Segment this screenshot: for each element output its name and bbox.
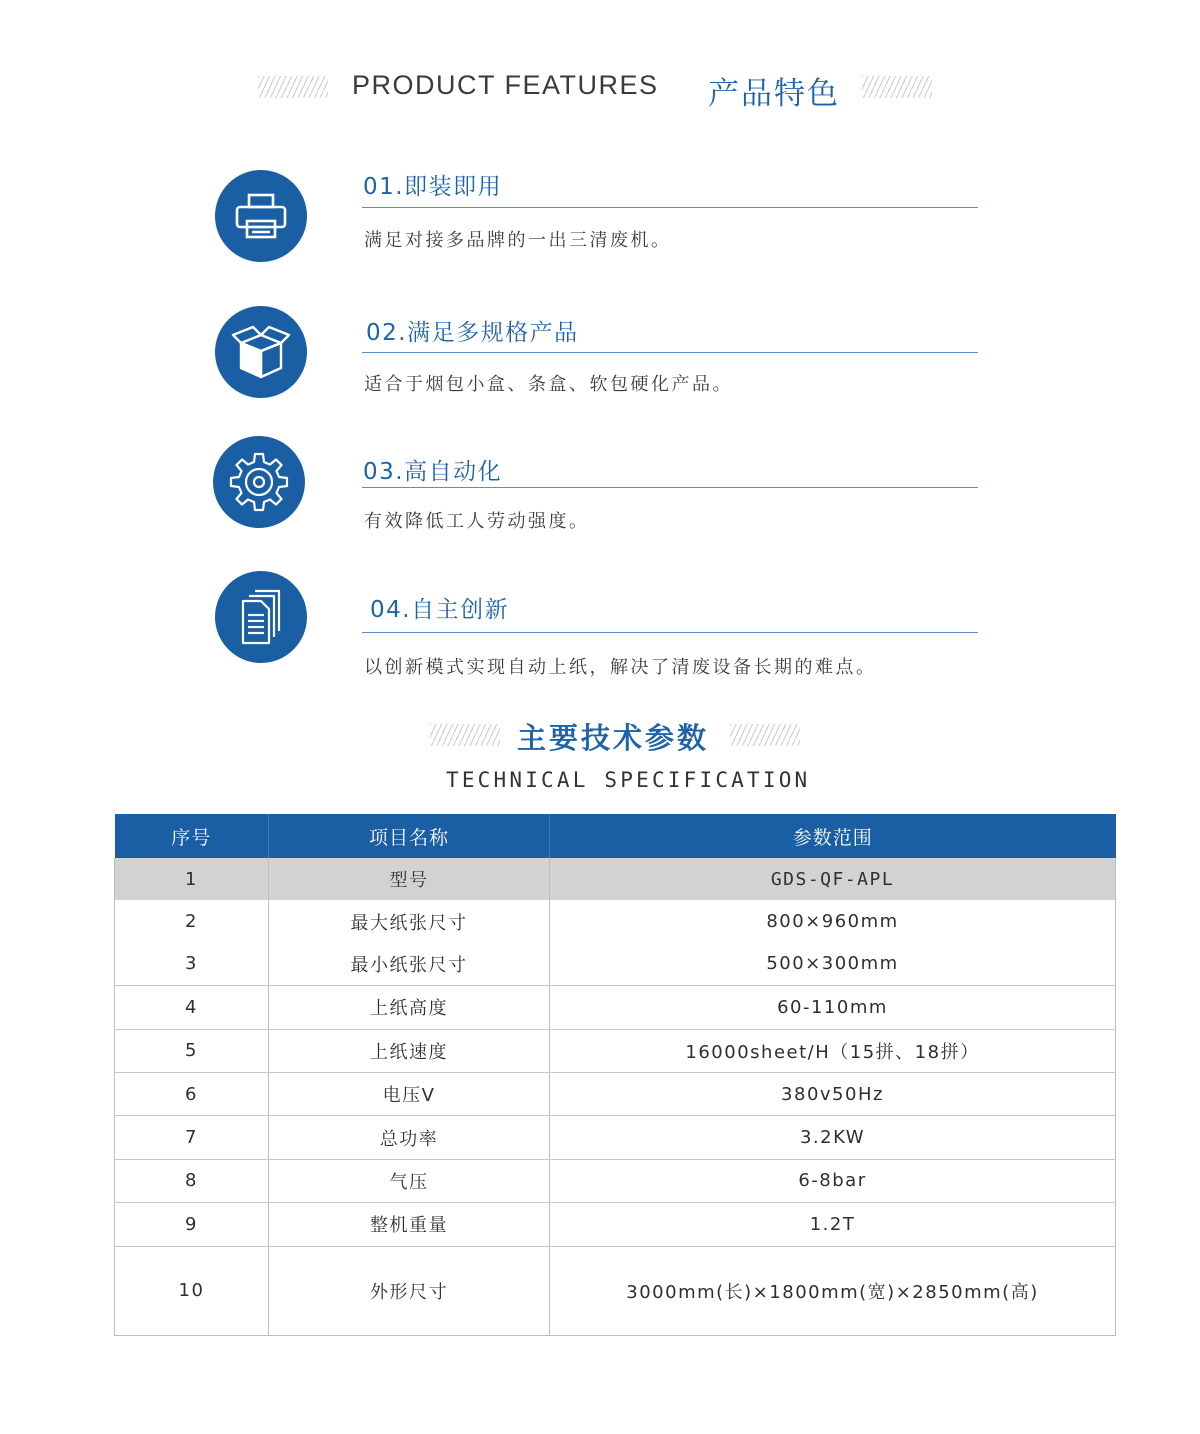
feature-divider-1 <box>362 207 978 208</box>
cell-name: 气压 <box>269 1159 550 1202</box>
cell-name: 型号 <box>269 858 550 900</box>
cell-name: 上纸高度 <box>269 986 550 1029</box>
feature-desc-1: 满足对接多品牌的一出三清废机。 <box>364 230 672 251</box>
col-header-no: 序号 <box>115 814 269 858</box>
feature-desc-4: 以创新模式实现自动上纸，解决了清废设备长期的难点。 <box>364 657 877 678</box>
feature-title-1: 01.即装即用 <box>363 174 503 200</box>
cell-no: 10 <box>115 1246 269 1335</box>
decor-hatch-right <box>862 76 932 98</box>
table-row <box>115 900 1116 942</box>
cell-no: 2 <box>115 900 269 942</box>
table-row <box>115 1029 1116 1072</box>
feature-desc-3: 有效降低工人劳动强度。 <box>364 511 590 532</box>
cell-no: 5 <box>115 1029 269 1072</box>
col-header-name: 项目名称 <box>269 814 550 858</box>
box-icon <box>215 306 307 398</box>
feature-title-3: 03.高自动化 <box>363 459 503 485</box>
decor-hatch-left <box>258 76 328 98</box>
spec-table <box>114 814 1116 1336</box>
cell-name: 总功率 <box>269 1116 550 1159</box>
decor-hatch-left-2 <box>430 724 500 746</box>
gear-icon <box>213 436 305 528</box>
cell-name: 整机重量 <box>269 1203 550 1246</box>
cell-value: 1.2T <box>550 1203 1116 1246</box>
document-icon <box>215 571 307 663</box>
table-row <box>115 1159 1116 1202</box>
spec-title-en: TECHNICAL SPECIFICATION <box>446 768 811 792</box>
cell-value: 800×960mm <box>550 900 1116 942</box>
spec-title-cn: 主要技术参数 <box>517 721 710 755</box>
table-row <box>115 858 1116 900</box>
cell-no: 6 <box>115 1072 269 1115</box>
section-title-cn: 产品特色 <box>708 76 840 112</box>
feature-desc-2: 适合于烟包小盒、条盒、软包硬化产品。 <box>364 374 733 395</box>
table-row <box>115 1203 1116 1246</box>
cell-name: 上纸速度 <box>269 1029 550 1072</box>
table-row <box>115 1116 1116 1159</box>
table-header-row <box>115 814 1116 858</box>
cell-value: 3000mm(长)×1800mm(宽)×2850mm(高) <box>550 1246 1116 1335</box>
cell-name: 电压V <box>269 1072 550 1115</box>
cell-value: 6-8bar <box>550 1159 1116 1202</box>
cell-no: 8 <box>115 1159 269 1202</box>
cell-name: 外形尺寸 <box>269 1246 550 1335</box>
feature-divider-4 <box>362 632 978 633</box>
section-title-en: PRODUCT FEATURES <box>352 70 659 100</box>
cell-value: 60-110mm <box>550 986 1116 1029</box>
cell-name: 最大纸张尺寸 <box>269 900 550 942</box>
feature-divider-3 <box>362 487 978 488</box>
table-row <box>115 1246 1116 1335</box>
cell-no: 7 <box>115 1116 269 1159</box>
table-row <box>115 943 1116 986</box>
decor-hatch-right-2 <box>730 724 800 746</box>
feature-title-2: 02.满足多规格产品 <box>366 320 579 346</box>
col-header-value: 参数范围 <box>550 814 1116 858</box>
feature-divider-2 <box>362 352 978 353</box>
cell-no: 3 <box>115 943 269 986</box>
cell-no: 9 <box>115 1203 269 1246</box>
cell-no: 4 <box>115 986 269 1029</box>
cell-value: 380v50Hz <box>550 1072 1116 1115</box>
cell-name: 最小纸张尺寸 <box>269 943 550 986</box>
cell-value: 16000sheet/H（15拼、18拼） <box>550 1029 1116 1072</box>
table-row <box>115 1072 1116 1115</box>
feature-title-4: 04.自主创新 <box>370 597 510 623</box>
printer-icon <box>215 170 307 262</box>
cell-value: 500×300mm <box>550 943 1116 986</box>
table-row <box>115 986 1116 1029</box>
cell-value: GDS-QF-APL <box>550 858 1116 900</box>
cell-value: 3.2KW <box>550 1116 1116 1159</box>
cell-no: 1 <box>115 858 269 900</box>
